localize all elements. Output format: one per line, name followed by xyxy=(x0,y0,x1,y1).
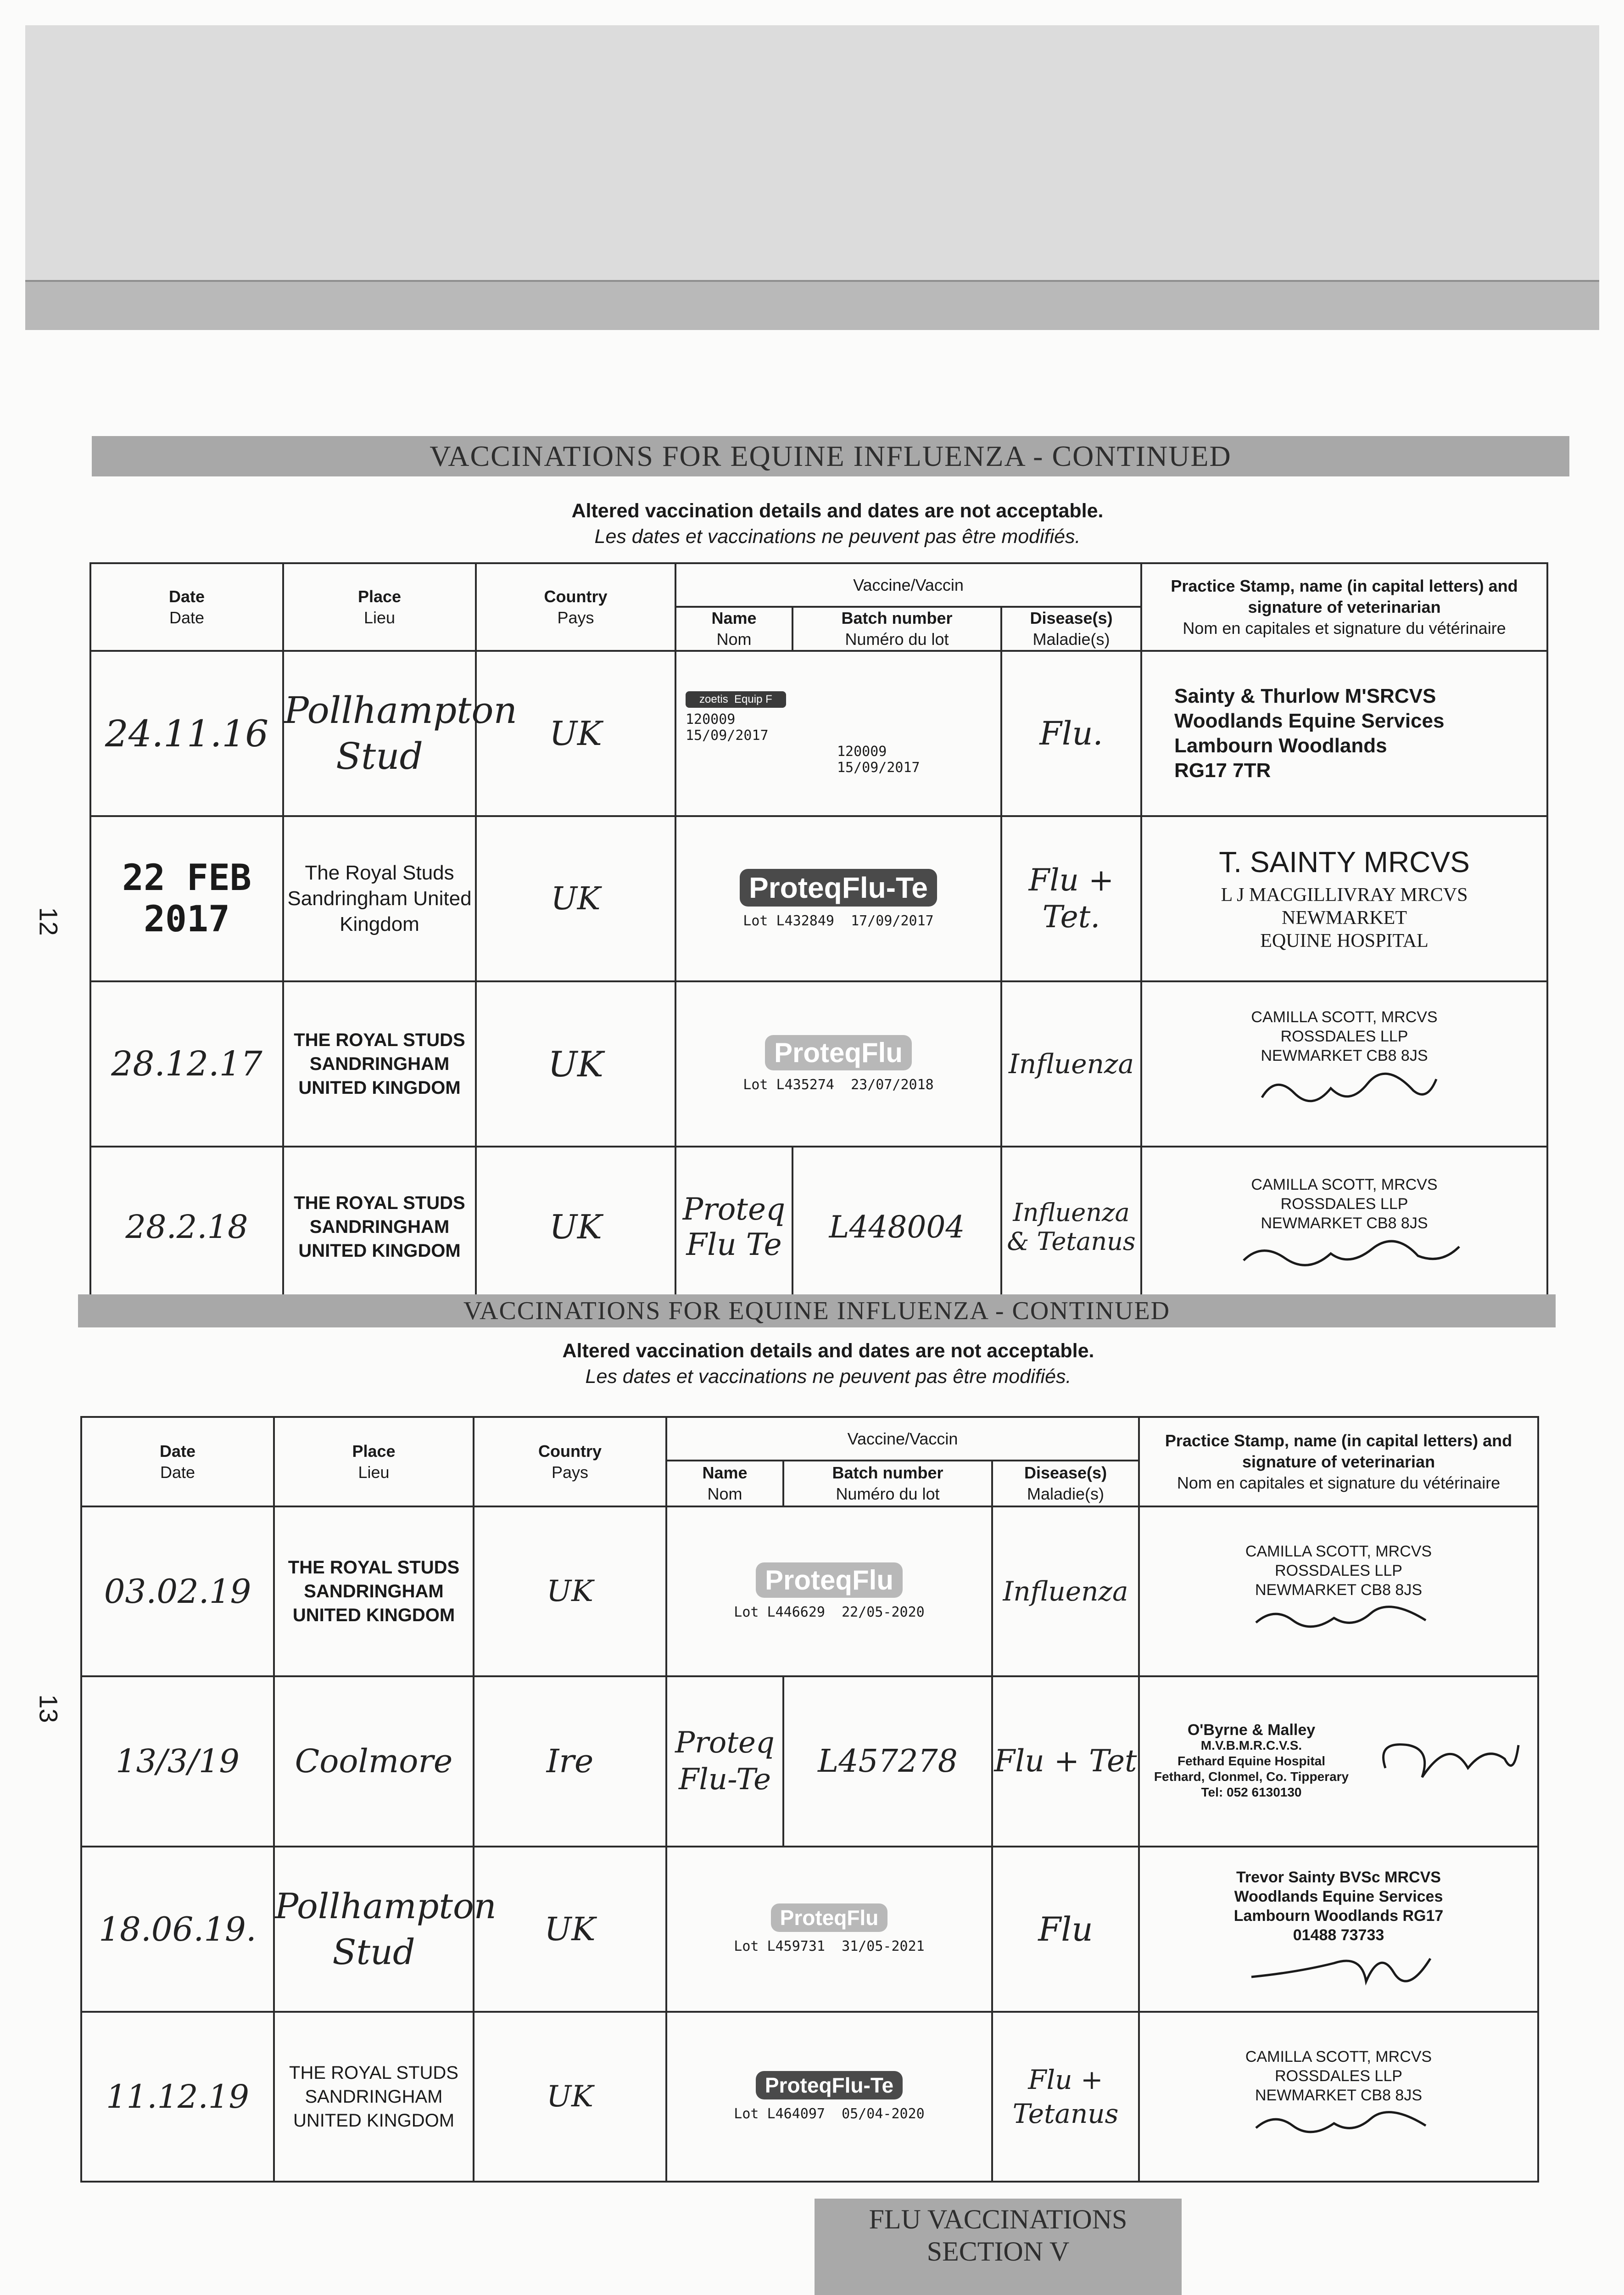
header-name: Name Nom xyxy=(666,1461,783,1506)
row-place: Pollhampton Stud xyxy=(284,689,518,778)
row-disease: Flu + Tet xyxy=(994,1743,1137,1779)
lot-number: L435274 xyxy=(776,1077,834,1093)
vaccine-label: ProteqFlu xyxy=(765,1035,912,1070)
vaccine-sticker: ProteqFlu Lot L459731 31/05-2021 xyxy=(667,1903,991,1954)
upper-banner: VACCINATIONS FOR EQUINE INFLUENZA - CONTINUED xyxy=(92,436,1569,476)
header-place: Place Lieu xyxy=(283,563,476,651)
vaccine-sticker: ProteqFlu-Te Lot L464097 05/04-2020 xyxy=(667,2071,991,2122)
header-batch: Batch number Numéro du lot xyxy=(783,1461,992,1506)
row-country: UK xyxy=(544,1910,596,1948)
row-date: 11.12.19 xyxy=(106,2077,249,2116)
lower-notice xyxy=(404,1338,1253,1389)
row-disease: Flu + Tetanus xyxy=(1012,2064,1119,2129)
vaccine-label: ProteqFlu xyxy=(771,1903,888,1932)
row-date: 24.11.16 xyxy=(105,712,269,755)
row-disease: Flu + Tet. xyxy=(1028,862,1114,935)
row-place: THE ROYAL STUDS SANDRINGHAM UNITED KINGDOM xyxy=(294,1030,465,1098)
row-date: 18.06.19. xyxy=(99,1909,257,1948)
row-vaccine-name: Proteq Flu-Te xyxy=(675,1726,775,1797)
row-country: UK xyxy=(549,714,602,753)
row-country: UK xyxy=(549,1208,602,1246)
footer-section-label xyxy=(815,2199,1182,2295)
practice-stamp: Sainty & Thurlow M'SRCVS Woodlands Equine Services Lambourn Woodlands RG17 7TR xyxy=(1174,685,1445,782)
header-country: Country Pays xyxy=(476,563,675,651)
row-disease: Flu. xyxy=(1039,715,1103,752)
vaccine-label: ProteqFlu-Te xyxy=(740,869,937,907)
page-number-upper: 12 xyxy=(34,907,63,936)
expiry-date: 22/05-2020 xyxy=(842,1604,925,1621)
signature xyxy=(1367,1727,1523,1796)
practice-stamp: CAMILLA SCOTT, MRCVS ROSSDALES LLP NEWMARKET CB8 8JS xyxy=(1140,2047,1537,2146)
practice-stamp: CAMILLA SCOTT, MRCVS ROSSDALES LLP NEWMARKET CB8 8JS xyxy=(1142,1175,1546,1279)
lot-number: L459731 xyxy=(767,1938,825,1955)
row-disease: Influenza xyxy=(1008,1048,1134,1080)
header-country: Country Pays xyxy=(474,1417,666,1506)
table-row xyxy=(90,816,1547,981)
vaccine-sticker: ProteqFlu Lot L435274 23/07/2018 xyxy=(676,1035,1000,1093)
signature xyxy=(1225,1233,1464,1274)
header-name: Name Nom xyxy=(675,607,792,651)
page-number-lower: 13 xyxy=(34,1694,63,1723)
expiry-date: 23/07/2018 xyxy=(851,1077,934,1093)
sticker-brand: zoetis xyxy=(699,693,728,705)
row-batch-number: L457278 xyxy=(818,1743,958,1780)
lower-banner: VACCINATIONS FOR EQUINE INFLUENZA - CONTINUED xyxy=(78,1294,1556,1327)
sticker-product: Equip F xyxy=(734,693,772,705)
row-country: UK xyxy=(548,1043,603,1085)
lower-notice-fr: Les dates et vaccinations ne peuvent pas être modifiés. xyxy=(585,1366,1072,1388)
row-place: Coolmore xyxy=(295,1742,453,1780)
upper-notice-en: Altered vaccination details and dates are not acceptable. xyxy=(571,500,1104,522)
signature xyxy=(1242,1945,1435,1986)
signature xyxy=(1242,1600,1435,1636)
table-row xyxy=(81,2012,1538,2182)
header-disease: Disease(s) Maladie(s) xyxy=(1001,607,1141,651)
practice-stamp: T. SAINTY MRCVS L J MACGILLIVRAY MRCVS NEWMARKET EQUINE HOSPITAL xyxy=(1219,845,1470,952)
table-row xyxy=(90,651,1547,816)
table-row xyxy=(81,1506,1538,1676)
row-country: UK xyxy=(551,880,601,917)
vaccine-sticker xyxy=(676,691,1000,776)
header-date: Date Date xyxy=(90,563,283,651)
row-country: UK xyxy=(547,2079,593,2114)
expiry-date: 05/04-2020 xyxy=(842,2106,925,2122)
scanned-page-edge xyxy=(25,280,1599,330)
row-disease: Flu xyxy=(1038,1909,1093,1948)
practice-stamp: CAMILLA SCOTT, MRCVS ROSSDALES LLP NEWMARKET CB8 8JS xyxy=(1140,1542,1537,1641)
row-place: Pollhampton Stud xyxy=(275,1885,497,1972)
footer-section: SECTION V xyxy=(926,2236,1070,2267)
scanned-previous-page xyxy=(25,25,1599,280)
upper-notice xyxy=(413,498,1262,549)
row-place: THE ROYAL STUDS SANDRINGHAM UNITED KINGDOM xyxy=(288,1557,460,1626)
expiry-date: 15/09/2017 xyxy=(837,760,920,776)
row-vaccine-name: Proteq Flu Te xyxy=(682,1192,786,1262)
lot-number: L446629 xyxy=(767,1604,825,1621)
row-date: 03.02.19 xyxy=(104,1572,251,1611)
lower-notice-en: Altered vaccination details and dates are not acceptable. xyxy=(562,1340,1094,1362)
table-row xyxy=(81,1676,1538,1846)
row-disease: Influenza xyxy=(1003,1576,1128,1607)
vaccine-sticker: ProteqFlu-Te Lot L432849 17/09/2017 xyxy=(676,869,1000,929)
table-row xyxy=(90,981,1547,1147)
vaccine-sticker: ProteqFlu Lot L446629 22/05-2020 xyxy=(667,1562,991,1620)
row-country: Ire xyxy=(546,1742,594,1780)
expiry-date: 17/09/2017 xyxy=(851,912,934,929)
header-vaccine: Vaccine/Vaccin xyxy=(666,1417,1139,1461)
practice-stamp: Trevor Sainty BVSc MRCVS Woodlands Equine Services Lambourn Woodlands RG17 01488 73733 xyxy=(1140,1868,1537,1991)
header-stamp: Practice Stamp, name (in capital letters) and signature of veterinarian Nom en capitales et signature du vétérinaire xyxy=(1139,1417,1538,1506)
practice-stamp: O'Byrne & Malley M.V.B.M.R.C.V.S. Fethard Equine Hospital Fethard, Clonmel, Co. Tipperary Tel: 052 6130130 xyxy=(1140,1722,1537,1800)
vaccine-label: ProteqFlu-Te xyxy=(756,2071,903,2099)
header-place: Place Lieu xyxy=(274,1417,474,1506)
expiry-date: 15/09/2017 xyxy=(686,728,769,744)
table-row xyxy=(81,1847,1538,2012)
row-place: THE ROYAL STUDS SANDRINGHAM UNITED KINGDOM xyxy=(289,2062,458,2131)
lower-vaccination-table xyxy=(80,1416,1539,2183)
row-date: 22 FEB 2017 xyxy=(122,857,251,940)
signature xyxy=(1248,1065,1441,1116)
lot-number: L432849 xyxy=(776,912,834,929)
row-place: The Royal Studs Sandringham United Kingdom xyxy=(287,862,472,935)
table-row xyxy=(90,1147,1547,1307)
vaccine-label: ProteqFlu xyxy=(756,1562,903,1598)
upper-notice-fr: Les dates et vaccinations ne peuvent pas être modifiés. xyxy=(594,526,1081,548)
row-batch-number: L448004 xyxy=(829,1209,965,1245)
footer-title: FLU VACCINATIONS xyxy=(869,2204,1127,2234)
batch-number: 120009 xyxy=(686,711,736,728)
lot-number: L464097 xyxy=(767,2106,825,2122)
row-country: UK xyxy=(547,1574,593,1609)
header-batch: Batch number Numéro du lot xyxy=(792,607,1001,651)
header-date: Date Date xyxy=(81,1417,274,1506)
practice-stamp: CAMILLA SCOTT, MRCVS ROSSDALES LLP NEWMARKET CB8 8JS xyxy=(1142,1008,1546,1120)
row-place: THE ROYAL STUDS SANDRINGHAM UNITED KINGDOM xyxy=(294,1193,465,1261)
row-disease: Influenza & Tetanus xyxy=(1007,1198,1136,1256)
expiry-date: 31/05-2021 xyxy=(842,1938,925,1955)
upper-vaccination-table xyxy=(89,562,1548,1308)
row-date: 28.2.18 xyxy=(125,1208,248,1246)
row-date: 13/3/19 xyxy=(116,1742,240,1780)
row-date: 28.12.17 xyxy=(111,1044,262,1084)
signature xyxy=(1242,2105,1435,2142)
batch-number: 120009 xyxy=(837,744,887,760)
header-vaccine: Vaccine/Vaccin xyxy=(675,563,1141,607)
header-stamp: Practice Stamp, name (in capital letters) and signature of veterinarian Nom en capitales et signature du vétérinaire xyxy=(1141,563,1547,651)
header-disease: Disease(s) Maladie(s) xyxy=(992,1461,1139,1506)
